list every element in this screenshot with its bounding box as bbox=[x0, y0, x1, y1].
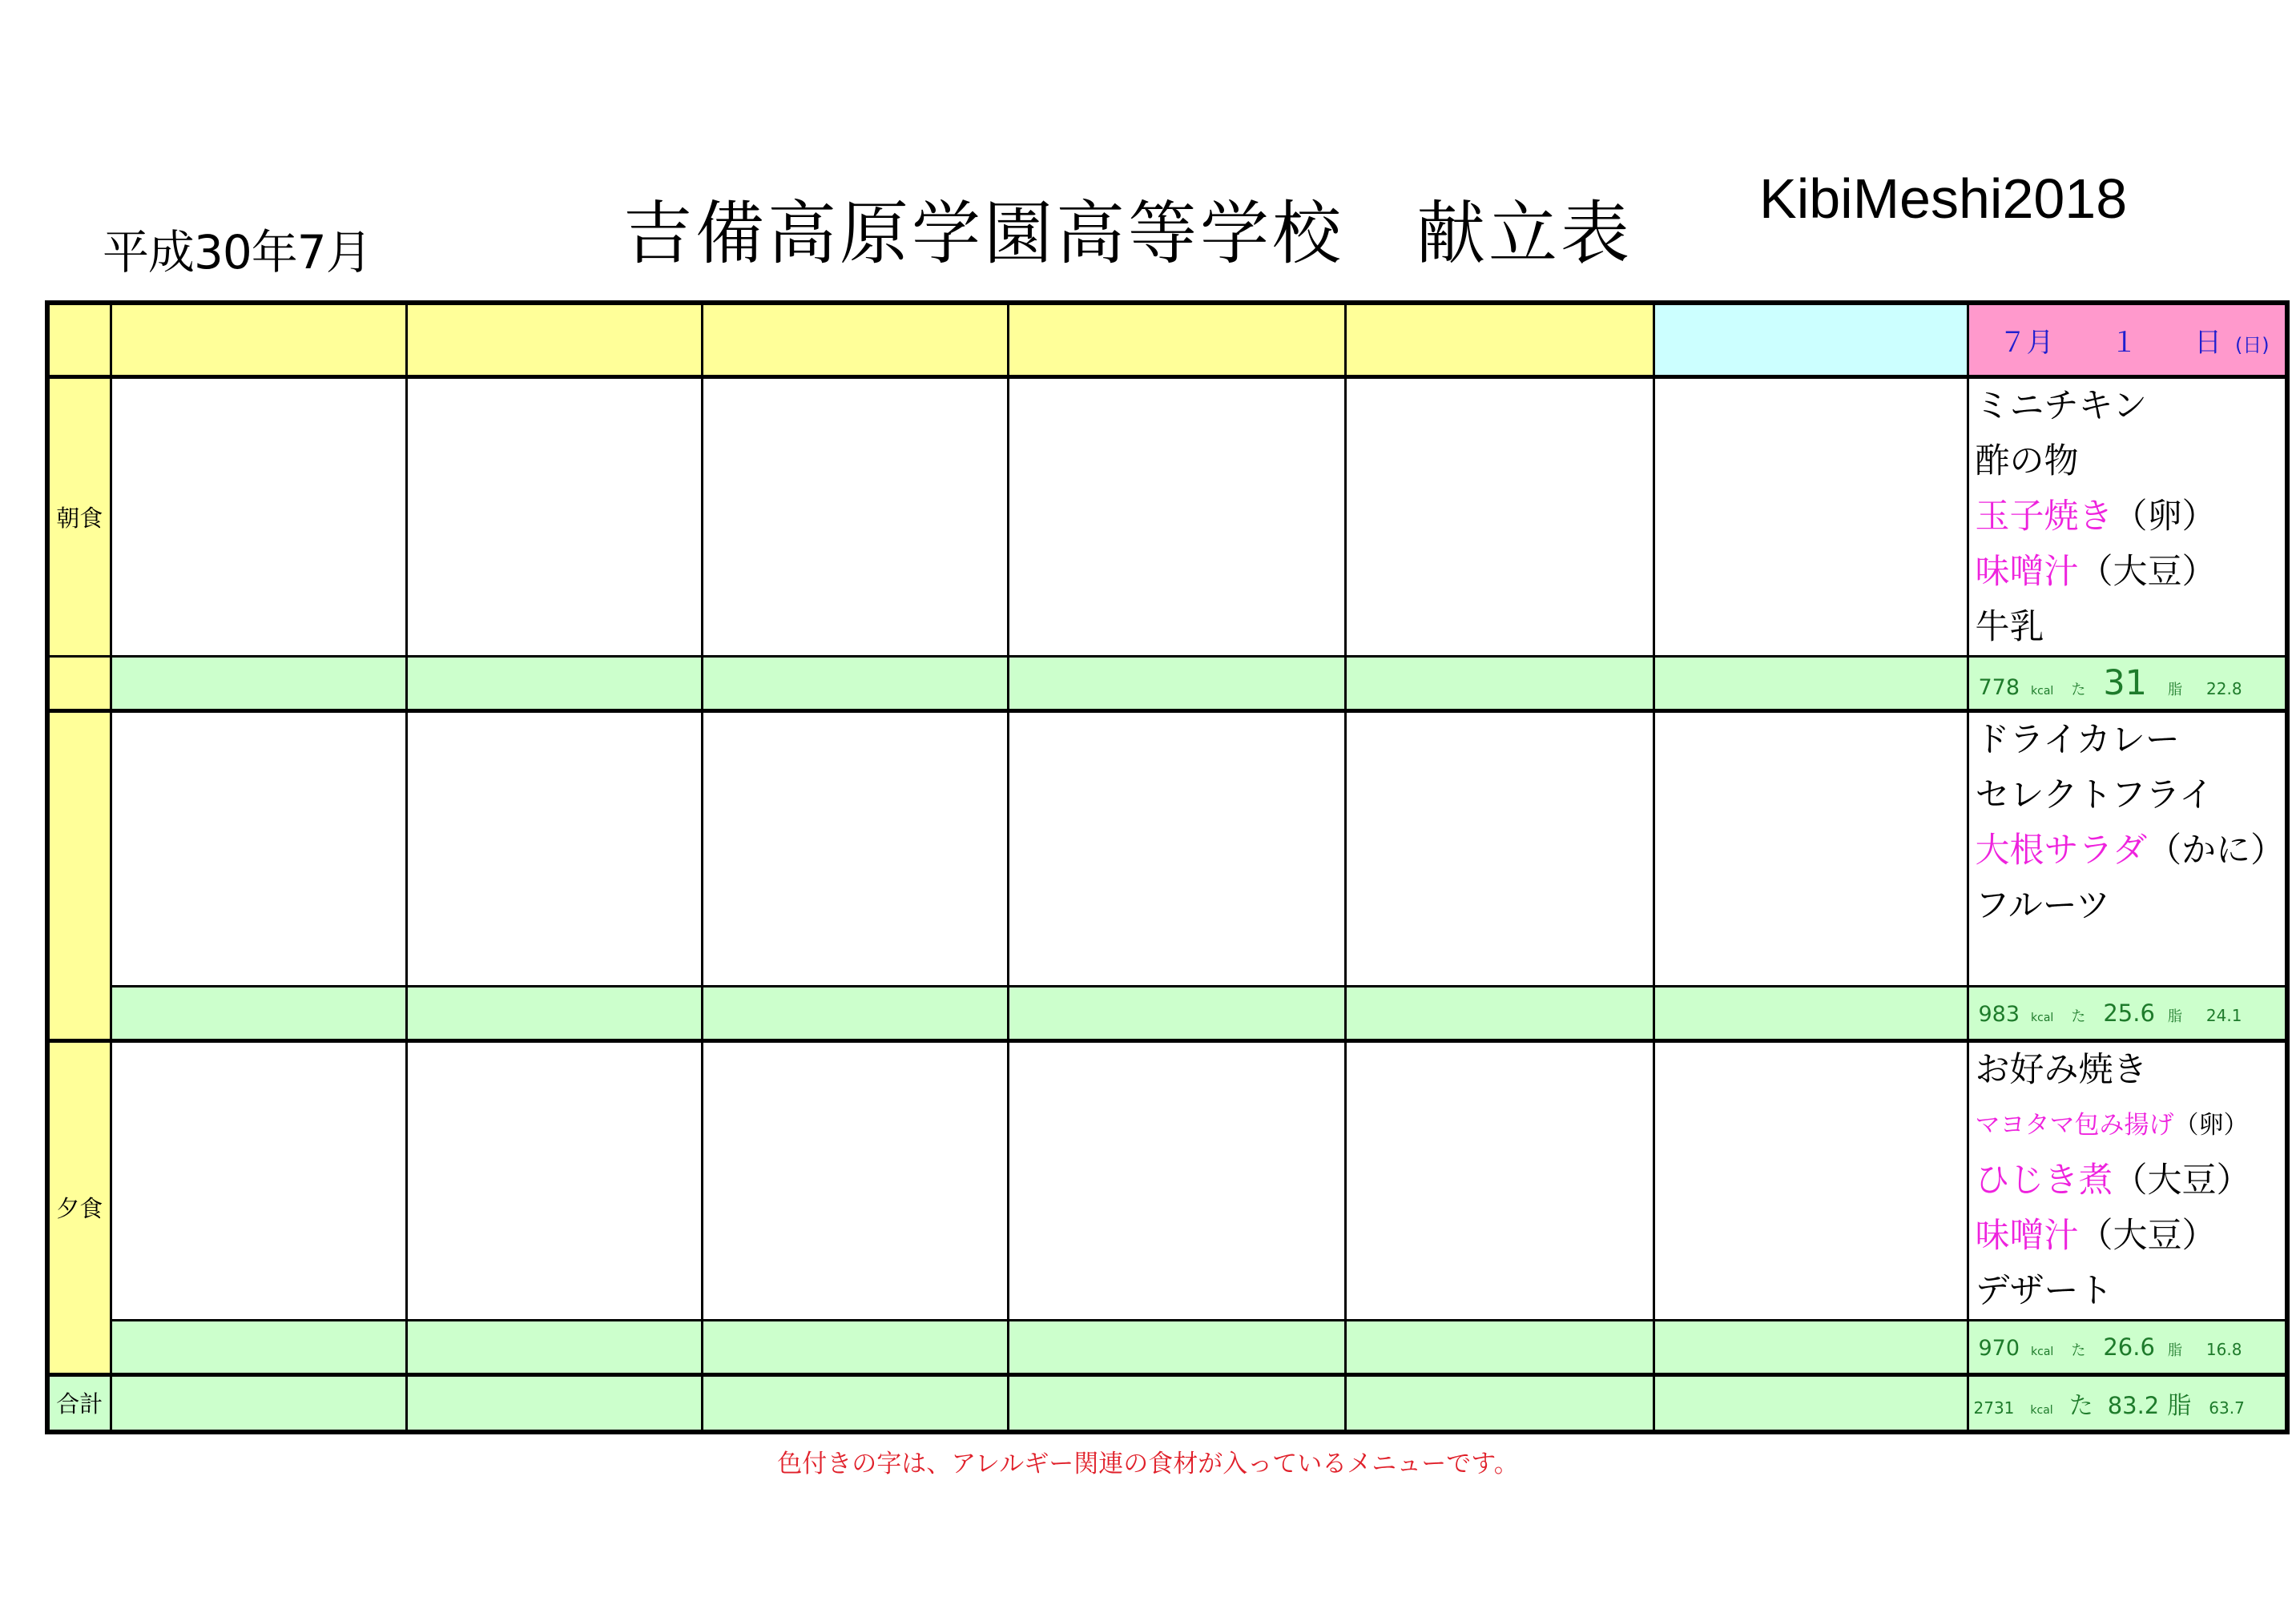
dish-item: 牛乳 bbox=[1975, 606, 2044, 647]
header-day-cell bbox=[702, 303, 1008, 376]
nutrition-cell bbox=[1345, 1374, 1654, 1432]
menu-cell bbox=[406, 710, 702, 986]
kcal-unit: kcal bbox=[2031, 684, 2054, 698]
breakfast-row bbox=[47, 376, 2287, 656]
dish-item: 大根サラダ（かに） bbox=[1975, 830, 2286, 871]
menu-table bbox=[45, 300, 2290, 1434]
lunch-row bbox=[47, 710, 2287, 986]
nutrition-cell bbox=[1345, 656, 1654, 710]
dinner-nutrition-row bbox=[47, 1320, 2287, 1374]
nutrition-cell bbox=[1654, 656, 1968, 710]
header-saturday-cell bbox=[1654, 303, 1968, 376]
breakfast-nutrition bbox=[1968, 656, 2287, 710]
menu-cell bbox=[1654, 376, 1968, 656]
fat-unit: 脂 bbox=[2167, 1008, 2182, 1025]
nutrition-cell bbox=[111, 986, 406, 1040]
kcal-unit: kcal bbox=[2031, 1345, 2054, 1358]
nutrition-cell bbox=[702, 656, 1008, 710]
menu-cell bbox=[111, 1040, 406, 1320]
lunch-nutrition bbox=[1968, 986, 2287, 1040]
dish-item: 味噌汁（大豆） bbox=[1975, 1215, 2217, 1256]
nutrition-cell bbox=[406, 656, 702, 710]
protein-unit: た bbox=[2071, 681, 2086, 698]
menu-cell bbox=[1654, 710, 1968, 986]
nutrition-cell bbox=[1008, 1374, 1345, 1432]
nutrition-cell bbox=[1654, 1320, 1968, 1374]
dish-item: セレクトフライ bbox=[1975, 774, 2214, 815]
fat-value: 24.1 bbox=[2205, 1005, 2242, 1025]
nutrition-cell bbox=[111, 1374, 406, 1432]
menu-cell bbox=[702, 376, 1008, 656]
kcal-unit: kcal bbox=[2030, 1403, 2053, 1417]
menu-cell bbox=[702, 1040, 1008, 1320]
total-nutrition bbox=[1968, 1374, 2287, 1432]
dish-item: 酢の物 bbox=[1975, 440, 2079, 481]
nutrition-cell bbox=[1345, 1320, 1654, 1374]
dinner-nutrition bbox=[1968, 1320, 2287, 1374]
nutrition-cell bbox=[1654, 1374, 1968, 1432]
breakfast-label: 朝食 bbox=[47, 376, 111, 656]
lunch-label bbox=[47, 710, 111, 1040]
brand-name: KibiMeshi2018 bbox=[1759, 167, 2128, 230]
dish-item: 玉子焼き（卵） bbox=[1975, 496, 2217, 537]
dinner-row bbox=[47, 1040, 2287, 1320]
fat-value: 16.8 bbox=[2205, 1339, 2242, 1359]
kcal-value: 2731 bbox=[1973, 1398, 2015, 1418]
menu-cell bbox=[1008, 710, 1345, 986]
header-day-cell bbox=[111, 303, 406, 376]
dish-item: ひじき煮（大豆） bbox=[1975, 1160, 2251, 1201]
menu-cell bbox=[1008, 1040, 1345, 1320]
protein-unit: た bbox=[2071, 1341, 2086, 1359]
protein-value: 25.6 bbox=[2103, 999, 2155, 1027]
protein-unit: た bbox=[2068, 1391, 2093, 1420]
allergy-footnote: 色付きの字は、アレルギー関連の食材が入っているメニューです。 bbox=[777, 1450, 1519, 1478]
menu-cell bbox=[406, 1040, 702, 1320]
dish-item: マヨタマ包み揚げ（卵） bbox=[1975, 1110, 2249, 1140]
dinner-label: 夕食 bbox=[47, 1040, 111, 1374]
dish-item: フルーツ bbox=[1975, 885, 2111, 926]
dish-item: お好み焼き bbox=[1975, 1049, 2148, 1090]
lunch-nutrition-row bbox=[47, 986, 2287, 1040]
protein-value: 31 bbox=[2103, 662, 2148, 703]
dish-item: ミニチキン bbox=[1975, 385, 2148, 426]
dish-item: ドライカレー bbox=[1975, 719, 2180, 760]
nutrition-cell bbox=[1008, 656, 1345, 710]
menu-cell bbox=[1345, 1040, 1654, 1320]
date-header-row bbox=[47, 303, 2287, 376]
date-weekday: (日) bbox=[2234, 333, 2270, 356]
header-corner bbox=[47, 303, 111, 376]
protein-value: 83.2 bbox=[2107, 1391, 2160, 1419]
date-day: １ bbox=[2110, 326, 2138, 359]
dinner-dishes bbox=[1968, 1040, 2287, 1320]
date-unit: 日 bbox=[2194, 326, 2222, 359]
page-title: 吉備高原学園高等学校 献立表 bbox=[623, 194, 1633, 274]
nutrition-cell bbox=[111, 656, 406, 710]
menu-cell bbox=[1345, 376, 1654, 656]
date-month: ７月 bbox=[1999, 326, 2054, 359]
header-day-cell bbox=[1008, 303, 1345, 376]
nutrition-cell bbox=[406, 986, 702, 1040]
fat-unit: 脂 bbox=[2168, 681, 2183, 698]
dish-item: デザート bbox=[1975, 1270, 2113, 1311]
menu-cell bbox=[1345, 710, 1654, 986]
nutrition-cell bbox=[1008, 986, 1345, 1040]
fat-value: 63.7 bbox=[2209, 1398, 2245, 1418]
nutrition-label-cell bbox=[47, 656, 111, 710]
nutrition-cell bbox=[406, 1374, 702, 1432]
protein-unit: た bbox=[2071, 1008, 2086, 1025]
kcal-unit: kcal bbox=[2031, 1011, 2054, 1024]
menu-cell bbox=[111, 376, 406, 656]
header-date-cell bbox=[1968, 303, 2287, 376]
lunch-dishes bbox=[1968, 710, 2287, 986]
header-day-cell bbox=[1345, 303, 1654, 376]
kcal-value: 778 bbox=[1978, 674, 2020, 700]
menu-cell bbox=[406, 376, 702, 656]
nutrition-cell bbox=[1345, 986, 1654, 1040]
total-row bbox=[47, 1374, 2287, 1432]
menu-cell bbox=[702, 710, 1008, 986]
nutrition-cell bbox=[1008, 1320, 1345, 1374]
nutrition-cell bbox=[702, 1320, 1008, 1374]
nutrition-cell bbox=[1654, 986, 1968, 1040]
nutrition-cell bbox=[702, 986, 1008, 1040]
breakfast-dishes bbox=[1968, 376, 2287, 656]
dish-item: 味噌汁（大豆） bbox=[1975, 551, 2217, 592]
breakfast-nutrition-row bbox=[47, 656, 2287, 710]
kcal-value: 983 bbox=[1978, 1001, 2020, 1027]
fat-unit: 脂 bbox=[2167, 1391, 2192, 1420]
era-month: 平成30年7月 bbox=[103, 225, 372, 280]
fat-unit: 脂 bbox=[2167, 1341, 2182, 1359]
nutrition-cell bbox=[111, 1320, 406, 1374]
menu-cell bbox=[1008, 376, 1345, 656]
header-day-cell bbox=[406, 303, 702, 376]
nutrition-cell bbox=[406, 1320, 702, 1374]
protein-value: 26.6 bbox=[2103, 1333, 2155, 1361]
fat-value: 22.8 bbox=[2206, 678, 2242, 698]
nutrition-cell bbox=[702, 1374, 1008, 1432]
total-label: 合計 bbox=[47, 1374, 111, 1432]
kcal-value: 970 bbox=[1978, 1335, 2020, 1361]
menu-cell bbox=[111, 710, 406, 986]
menu-cell bbox=[1654, 1040, 1968, 1320]
